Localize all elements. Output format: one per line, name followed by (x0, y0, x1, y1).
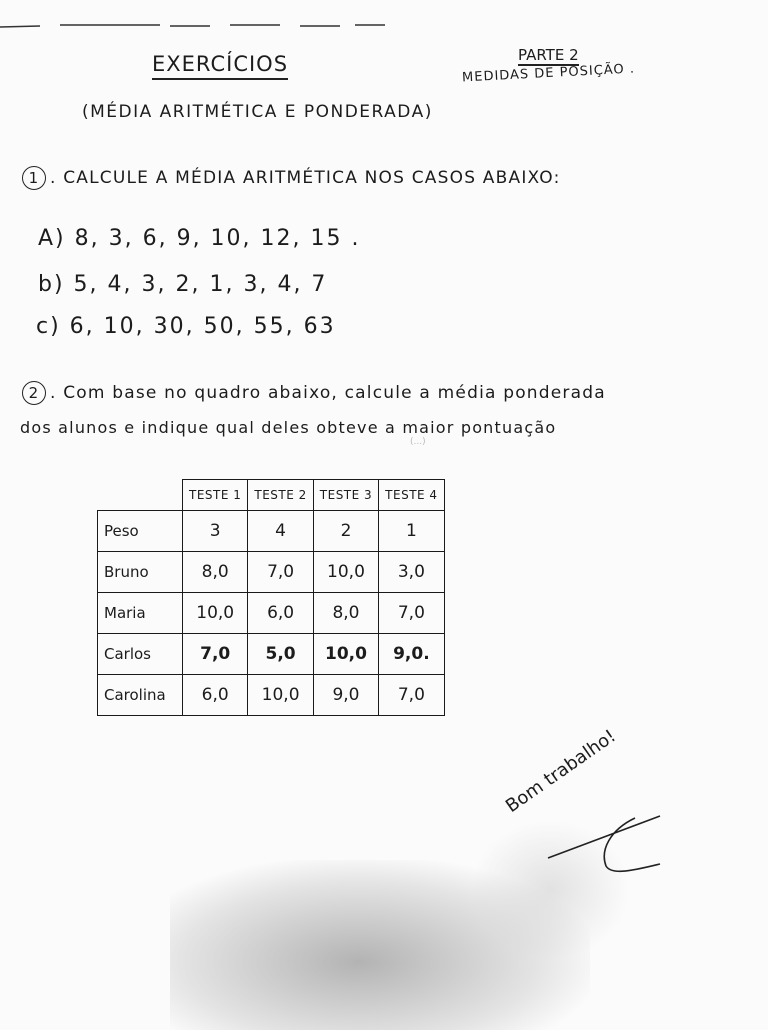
faint-note: (...) (410, 437, 426, 447)
table-cell: 6,0 (183, 675, 248, 716)
question-1-item-a: A) 8, 3, 6, 9, 10, 12, 15 . (38, 226, 361, 251)
table-cell: 10,0 (313, 634, 378, 675)
header-teste-1: TESTE 1 (183, 480, 248, 511)
row-label-bruno: Bruno (98, 552, 183, 593)
question-2-text-1: . Com base no quadro abaixo, calcule a média ponderada (50, 383, 606, 403)
table-cell: 10,0 (313, 552, 378, 593)
signoff-underline-icon (540, 780, 680, 880)
table-cell: 9,0. (379, 634, 444, 675)
table-cell: 4 (248, 511, 313, 552)
question-1 (22, 166, 561, 190)
header-teste-3: TESTE 3 (313, 480, 378, 511)
table-cell: 7,0 (183, 634, 248, 675)
table-cell: 3,0 (379, 552, 444, 593)
table-cell: 5,0 (248, 634, 313, 675)
table-cell: 2 (313, 511, 378, 552)
table-cell: 7,0 (248, 552, 313, 593)
page-title: EXERCÍCIOS (152, 52, 288, 80)
top-edge-line-icon (0, 0, 400, 40)
grades-table (97, 479, 445, 716)
table-cell: 9,0 (313, 675, 378, 716)
table-row (98, 511, 445, 552)
part-label: PARTE 2 (518, 46, 579, 64)
table-cell: 7,0 (379, 593, 444, 634)
question-2-line-1 (22, 381, 606, 405)
row-label-maria: Maria (98, 593, 183, 634)
question-2-line-2: dos alunos e indique qual deles obteve a maior pontuação (20, 418, 557, 437)
header-teste-4: TESTE 4 (379, 480, 444, 511)
table-cell: 10,0 (248, 675, 313, 716)
table-row (98, 675, 445, 716)
signoff-text: Bom trabalho! (501, 725, 620, 817)
row-label-carlos: Carlos (98, 634, 183, 675)
table-cell: 10,0 (183, 593, 248, 634)
table-row (98, 634, 445, 675)
table-cell: 6,0 (248, 593, 313, 634)
row-label-peso: Peso (98, 511, 183, 552)
question-1-prompt: . CALCULE A MÉDIA ARITMÉTICA NOS CASOS ABAIXO: (50, 168, 561, 188)
page-subtitle: (MÉDIA ARITMÉTICA E PONDERADA) (82, 102, 433, 122)
table-cell: 8,0 (313, 593, 378, 634)
question-1-item-b: b) 5, 4, 3, 2, 1, 3, 4, 7 (38, 272, 328, 297)
header-teste-2: TESTE 2 (248, 480, 313, 511)
row-label-carolina: Carolina (98, 675, 183, 716)
table-corner (98, 480, 183, 511)
table-row (98, 552, 445, 593)
table-cell: 3 (183, 511, 248, 552)
question-1-number: 1 (22, 166, 46, 190)
table-cell: 8,0 (183, 552, 248, 593)
table-row (98, 593, 445, 634)
part-subtitle: MEDIDAS DE POSIÇÃO . (461, 61, 636, 86)
table-cell: 1 (379, 511, 444, 552)
question-2-number: 2 (22, 381, 46, 405)
question-1-item-c: c) 6, 10, 30, 50, 55, 63 (36, 314, 336, 339)
table-cell: 7,0 (379, 675, 444, 716)
table-header-row (98, 480, 445, 511)
